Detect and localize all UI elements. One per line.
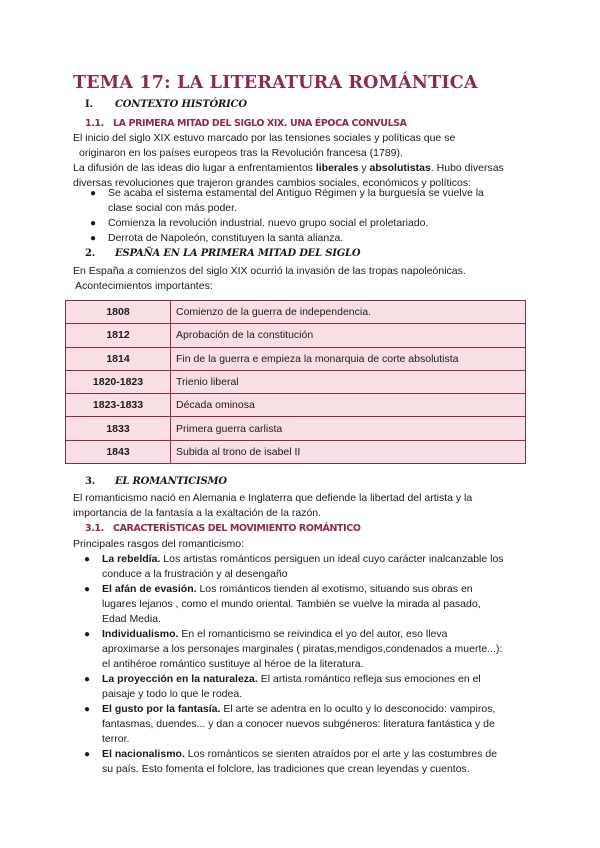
bullet-icon: ●	[84, 629, 91, 640]
bullet-icon: ●	[84, 704, 91, 715]
list-item: ● La proyección en la naturaleza. El artista romántico refleja sus emociones en el paisaje y todo lo que le rodea.	[84, 673, 481, 700]
section-number: 3.	[85, 476, 96, 487]
bullet-icon: ●	[90, 218, 97, 229]
subsection-title: CARACTERÍSTICAS DEL MOVIMIENTO ROMÁNTICO	[113, 523, 361, 534]
text-line: originaron en los países europeos tras la Revolución francesa (1789).	[79, 147, 403, 159]
section-title: EL ROMANTICISMO	[115, 476, 227, 487]
paragraph-intro	[73, 131, 504, 191]
subsection-heading-caracteristicas	[85, 523, 361, 534]
list-item: ● El gusto por la fantasía. El arte se adentra en lo oculto y lo desconocido: vampiros, fantasmas, duendes... y dan a conocer nuevos subgéneros: literatura fantástica y de terror.	[84, 703, 496, 745]
table-row	[66, 440, 526, 463]
section-heading-contexto	[85, 99, 247, 110]
paragraph-romanticismo	[73, 491, 472, 521]
section-heading-romanticismo	[85, 476, 227, 487]
subsection-number: 3.1.	[85, 523, 104, 534]
event-year: 1814	[66, 347, 171, 370]
section-number: 2.	[85, 248, 96, 259]
section-title: ESPAÑA EN LA PRIMERA MITAD DEL SIGLO	[115, 248, 361, 259]
event-description: Primera guerra carlista	[171, 417, 526, 440]
event-year: 1833	[66, 417, 171, 440]
text-line: diversas revoluciones que trajeron grandes cambios sociales, económicos y políticos:	[73, 177, 472, 189]
bullet-icon: ●	[84, 749, 91, 760]
bullet-icon: ●	[84, 674, 91, 685]
text-line: El romanticismo nació en Alemania e Inglaterra que defiende la libertad del artista y la	[73, 492, 473, 504]
page-title: TEMA 17: LA LITERATURA ROMÁNTICA	[73, 73, 478, 93]
event-year: 1812	[66, 324, 171, 347]
table-row	[66, 394, 526, 417]
event-year: 1808	[66, 301, 171, 324]
section-number: I.	[85, 99, 93, 110]
table-row	[66, 417, 526, 440]
event-year: 1820-1823	[66, 370, 171, 393]
list-item: ● Se acaba el sistema estamental del Antiguo Régimen y la burguesía se vuelve la clase social con más poder.	[90, 187, 484, 214]
bullet-icon: ●	[90, 233, 97, 244]
table-row	[66, 301, 526, 324]
event-year: 1823-1833	[66, 394, 171, 417]
event-description: Trienio liberal	[171, 370, 526, 393]
section-heading-espana	[85, 248, 360, 259]
subsection-title: LA PRIMERA MITAD DEL SIGLO XIX. UNA ÉPOCA CONVULSA	[113, 118, 407, 129]
event-description: Comienzo de la guerra de independencia.	[171, 301, 526, 324]
bullet-icon: ●	[90, 188, 97, 199]
event-year: 1843	[66, 440, 171, 463]
text-line: En España a comienzos del siglo XIX ocurrió la invasión de las tropas napoleónicas.	[73, 265, 466, 277]
bullet-icon: ●	[84, 584, 91, 595]
bullet-icon: ●	[84, 554, 91, 565]
section-title: CONTEXTO HISTÓRICO	[115, 99, 247, 110]
event-description: Década ominosa	[171, 394, 526, 417]
event-description: Aprobación de la constitución	[171, 324, 526, 347]
bullet-list-context	[90, 186, 484, 246]
list-item: ● Comienza la revolución industrial. nuevo grupo social el proletariado.	[90, 217, 429, 229]
list-item: ● El afán de evasión. Los románticos tienden al exotismo, situando sus obras en lugares lejanos , como el mundo oriental. También se vuelve la mirada al pasado, Edad Media.	[84, 583, 481, 625]
list-item: ● Derrota de Napoleón, constituyen la santa alianza.	[90, 232, 344, 244]
subsection-number: 1.1.	[85, 118, 104, 129]
list-item: ● El nacionalismo. Los románticos se sienten atraídos por el arte y las costumbres de su país. Esto fomenta el folclore, las tradiciones que crean leyendas y cuentos.	[84, 748, 498, 775]
paragraph-espana	[73, 264, 466, 294]
event-description: Fin de la guerra e empieza la monarquia de corte absolutista	[171, 347, 526, 370]
list-item: ● La rebeldía. Los artistas románticos persiguen un ideal cuyo carácter inalcanzable los conduce a la frustración y al desengaño	[84, 553, 504, 580]
text-line: importancia de la fantasía a la exaltación de la razón.	[73, 507, 322, 519]
text-line: El inicio del siglo XIX estuvo marcado por las tensiones sociales y políticas que se	[73, 132, 456, 144]
text-line: La difusión de las ideas dio lugar a enfrentamientos liberales y absolutistas. Hubo diversas	[73, 162, 504, 174]
events-table	[65, 300, 526, 464]
event-description: Subida al trono de isabel II	[171, 440, 526, 463]
table-row	[66, 324, 526, 347]
bullet-list-rasgos	[84, 552, 504, 777]
paragraph-rasgos-intro: Principales rasgos del romanticismo:	[73, 538, 244, 550]
subsection-heading-primera-mitad	[85, 118, 407, 129]
list-item: ● Individualismo. En el romanticismo se reivindica el yo del autor, eso lleva aproximarse a los personajes marginales ( piratas,mendigos,condenados a muerte...): el antihéroe romántico sustituye al héroe de la literatura.	[84, 628, 503, 670]
table-row	[66, 347, 526, 370]
table-row	[66, 370, 526, 393]
text-line: Acontecimientos importantes:	[75, 280, 213, 292]
